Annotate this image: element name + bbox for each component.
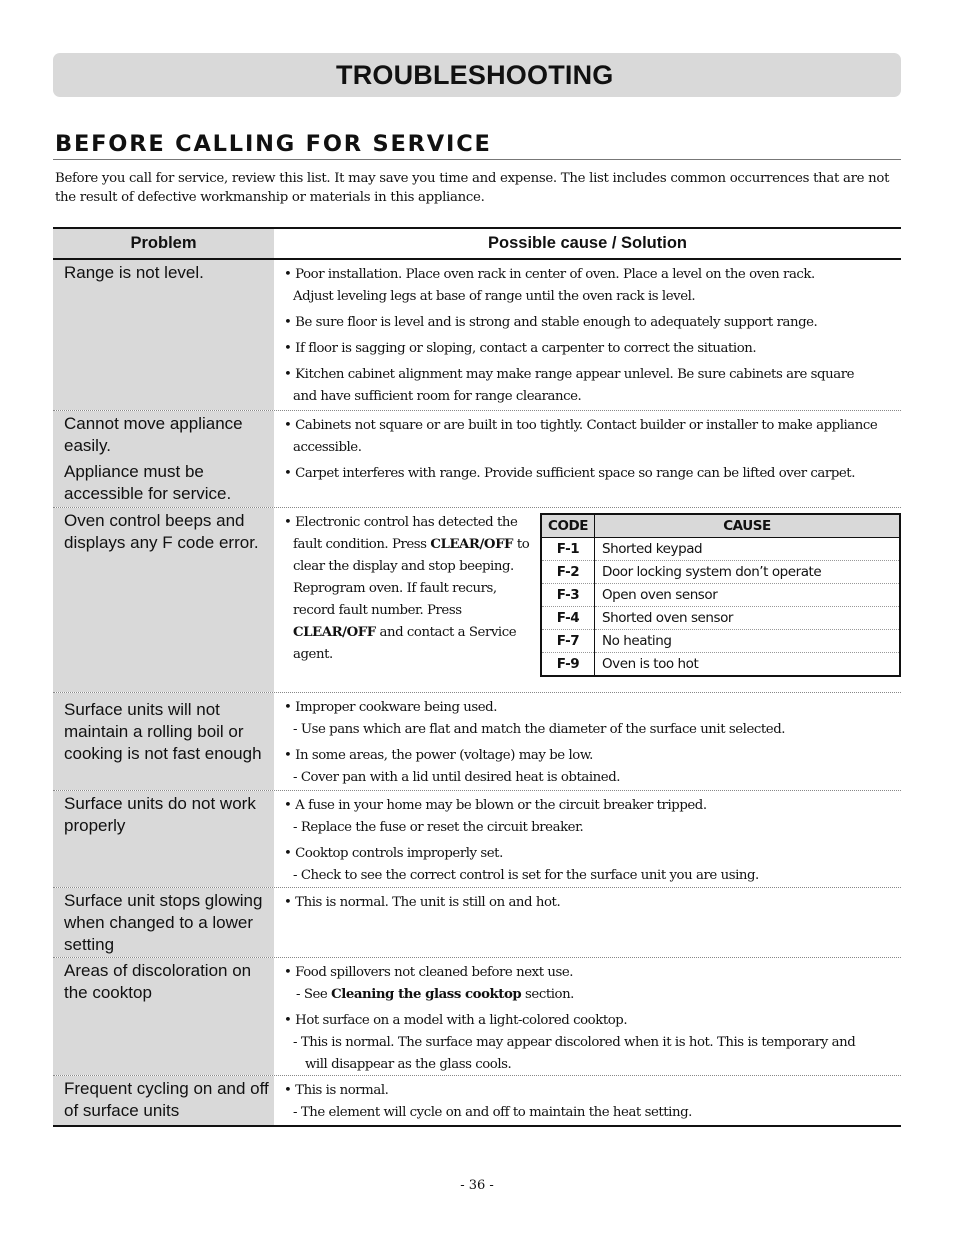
- fault-code-table: [540, 513, 901, 677]
- table-row: [53, 791, 901, 888]
- header-problem: Problem: [53, 229, 274, 258]
- fault-code-row: F-7 No heating: [541, 630, 900, 653]
- fault-instructions: • Electronic control has detected the fault condition. Press CLEAR/OFF to clear the display and stop beeping. Reprogram oven. If fault recurs, record fault number. Press CLEAR/OFF and contact a Service agent.: [284, 515, 530, 662]
- fault-code-row: F-9 Oven is too hot: [541, 653, 900, 677]
- header-solution: Possible cause / Solution: [488, 234, 687, 252]
- page-number: - 36 -: [460, 1178, 494, 1193]
- solution-cell: • Cabinets not square or are built in too tightly. Contact builder or installer to make appliance accessible. • Carpet interferes with range. Provide sufficient space so range can be lifted over carpet.: [284, 418, 878, 481]
- table-row: [53, 508, 901, 693]
- section-title: BEFORE CALLING FOR SERVICE: [55, 131, 492, 157]
- problem-cell: Oven control beeps and displays any F code error.: [53, 508, 274, 692]
- table-header: [53, 227, 901, 260]
- solution-cell: • Improper cookware being used. - Use pans which are flat and match the diameter of the surface unit selected. • In some areas, the power (voltage) may be low. - Cover pan with a lid until desired heat is obtained.: [284, 700, 786, 785]
- solution-cell: • This is normal. The unit is still on and hot.: [284, 895, 561, 910]
- problem-cell: Surface units do not work properly: [53, 791, 274, 887]
- solution-cell: • Poor installation. Place oven rack in center of oven. Place a level on the oven rack. Adjust leveling legs at base of range until the oven rack is level. • Be sure floor is level and is strong and stable enough to adequately support range. • If floor is sagging or sloping, contact a carpenter to correct the situation. • Kitchen cabinet alignment may make range appear unlevel. Be sure cabinets are square and have sufficient room for range clearance.: [284, 267, 855, 404]
- problem-cell: Range is not level.: [53, 260, 274, 410]
- troubleshooting-table: [53, 227, 901, 1127]
- solution-cell: • Food spillovers not cleaned before next use. - See Cleaning the glass cooktop section. • Hot surface on a model with a light-colored cooktop. - This is normal. The surface may appear discolored when it is hot. This is temporary and will disappear as the glass cools.: [284, 965, 856, 1072]
- cause-header: CAUSE: [595, 514, 901, 538]
- solution-cell: • A fuse in your home may be blown or the circuit breaker tripped. - Replace the fuse or reset the circuit breaker. • Cooktop controls improperly set. - Check to see the correct control is set for the surface unit you are using.: [284, 798, 759, 883]
- fault-code-row: F-2 Door locking system don’t operate: [541, 561, 900, 584]
- solution-cell: [274, 508, 901, 692]
- table-row: [53, 260, 901, 411]
- problem-cell: Frequent cycling on and off of surface units: [53, 1076, 274, 1125]
- code-header: CODE: [541, 514, 595, 538]
- title-banner: [53, 53, 901, 97]
- fault-code-row: F-1 Shorted keypad: [541, 538, 900, 561]
- intro-paragraph: Before you call for service, review this list. It may save you time and expense. The list includes common occurrences that are not the result of defective workmanship or materials in this appliance.: [55, 171, 890, 205]
- solution-cell: • This is normal. - The element will cycle on and off to maintain the heat setting.: [284, 1083, 692, 1120]
- table-row: [53, 411, 901, 508]
- table-row: [53, 1076, 901, 1127]
- problem-cell: Areas of discoloration on the cooktop: [53, 958, 274, 1075]
- fault-code-row: F-3 Open oven sensor: [541, 584, 900, 607]
- table-row: [53, 958, 901, 1076]
- problem-cell: Surface unit stops glowing when changed to a lower setting: [53, 888, 274, 957]
- problem-cell: Cannot move appliance easily. Appliance must be accessible for service.: [53, 411, 274, 507]
- table-row: [53, 693, 901, 791]
- page-title: TROUBLESHOOTING: [336, 60, 614, 90]
- section-divider: [53, 159, 901, 160]
- problem-cell: Surface units will not maintain a rolling boil or cooking is not fast enough: [53, 693, 274, 790]
- fault-code-row: F-4 Shorted oven sensor: [541, 607, 900, 630]
- table-row: [53, 888, 901, 958]
